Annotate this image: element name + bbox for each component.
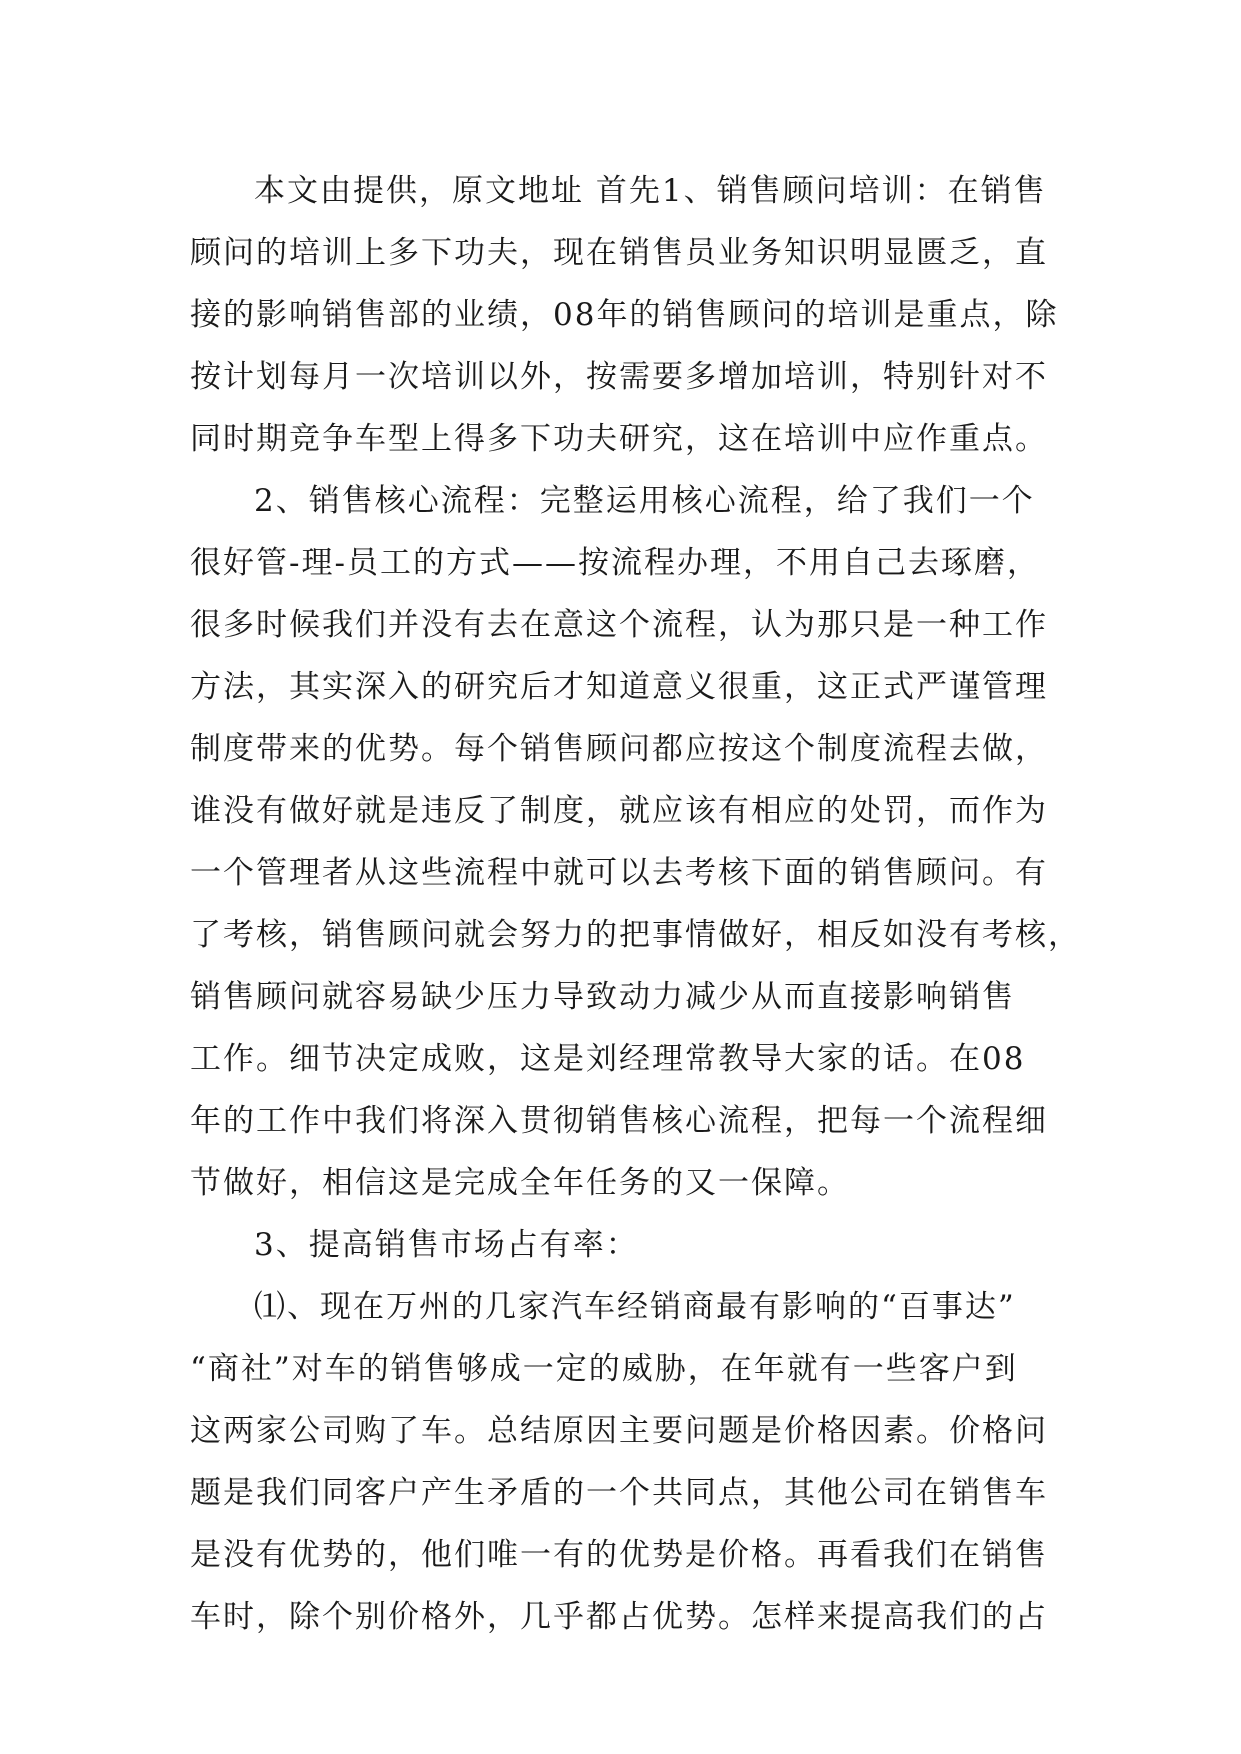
text-line: 销售顾问就容易缺少压力导致动力减少从而直接影响销售 bbox=[190, 979, 1015, 1015]
text-line: 制度带来的优势。每个销售顾问都应按这个制度流程去做， bbox=[190, 731, 1048, 767]
text-line: ⑴、现在万州的几家汽车经销商最有影响的“百事达” bbox=[254, 1289, 1016, 1325]
text-line: 节做好，相信这是完成全年任务的又一保障。 bbox=[190, 1165, 850, 1201]
text-line: 题是我们同客户产生矛盾的一个共同点，其他公司在销售车 bbox=[190, 1475, 1048, 1511]
text-line: 工作。细节决定成败，这是刘经理常教导大家的话。在08 bbox=[190, 1041, 1026, 1077]
text-line: 了考核，销售顾问就会努力的把事情做好，相反如没有考核， bbox=[190, 917, 1081, 953]
text-line: 很好管-理-员工的方式——按流程办理，不用自己去琢磨， bbox=[190, 545, 1040, 581]
text-line: 接的影响销售部的业绩，08年的销售顾问的培训是重点，除 bbox=[190, 297, 1059, 333]
text-line: 3、提高销售市场占有率： bbox=[254, 1227, 639, 1263]
text-line: 2、销售核心流程：完整运用核心流程，给了我们一个 bbox=[254, 483, 1035, 519]
text-line: 顾问的培训上多下功夫，现在销售员业务知识明显匮乏，直 bbox=[190, 235, 1048, 271]
text-line: 同时期竞争车型上得多下功夫研究，这在培训中应作重点。 bbox=[190, 421, 1048, 457]
text-line: 本文由提供，原文地址 首先1、销售顾问培训：在销售 bbox=[254, 173, 1047, 209]
text-line: 是没有优势的，他们唯一有的优势是价格。再看我们在销售 bbox=[190, 1537, 1048, 1573]
text-line: 一个管理者从这些流程中就可以去考核下面的销售顾问。有 bbox=[190, 855, 1048, 891]
text-line: 很多时候我们并没有去在意这个流程，认为那只是一种工作 bbox=[190, 607, 1048, 643]
text-line: “商社”对车的销售够成一定的威胁，在年就有一些客户到 bbox=[190, 1351, 1018, 1387]
text-line: 方法，其实深入的研究后才知道意义很重，这正式严谨管理 bbox=[190, 669, 1048, 705]
text-line: 按计划每月一次培训以外，按需要多增加培训，特别针对不 bbox=[190, 359, 1048, 395]
text-line: 年的工作中我们将深入贯彻销售核心流程，把每一个流程细 bbox=[190, 1103, 1048, 1139]
document-body bbox=[190, 160, 1081, 1648]
text-line: 这两家公司购了车。总结原因主要问题是价格因素。价格问 bbox=[190, 1413, 1048, 1449]
text-line: 车时，除个别价格外，几乎都占优势。怎样来提高我们的占 bbox=[190, 1599, 1048, 1635]
text-line: 谁没有做好就是违反了制度，就应该有相应的处罚，而作为 bbox=[190, 793, 1048, 829]
